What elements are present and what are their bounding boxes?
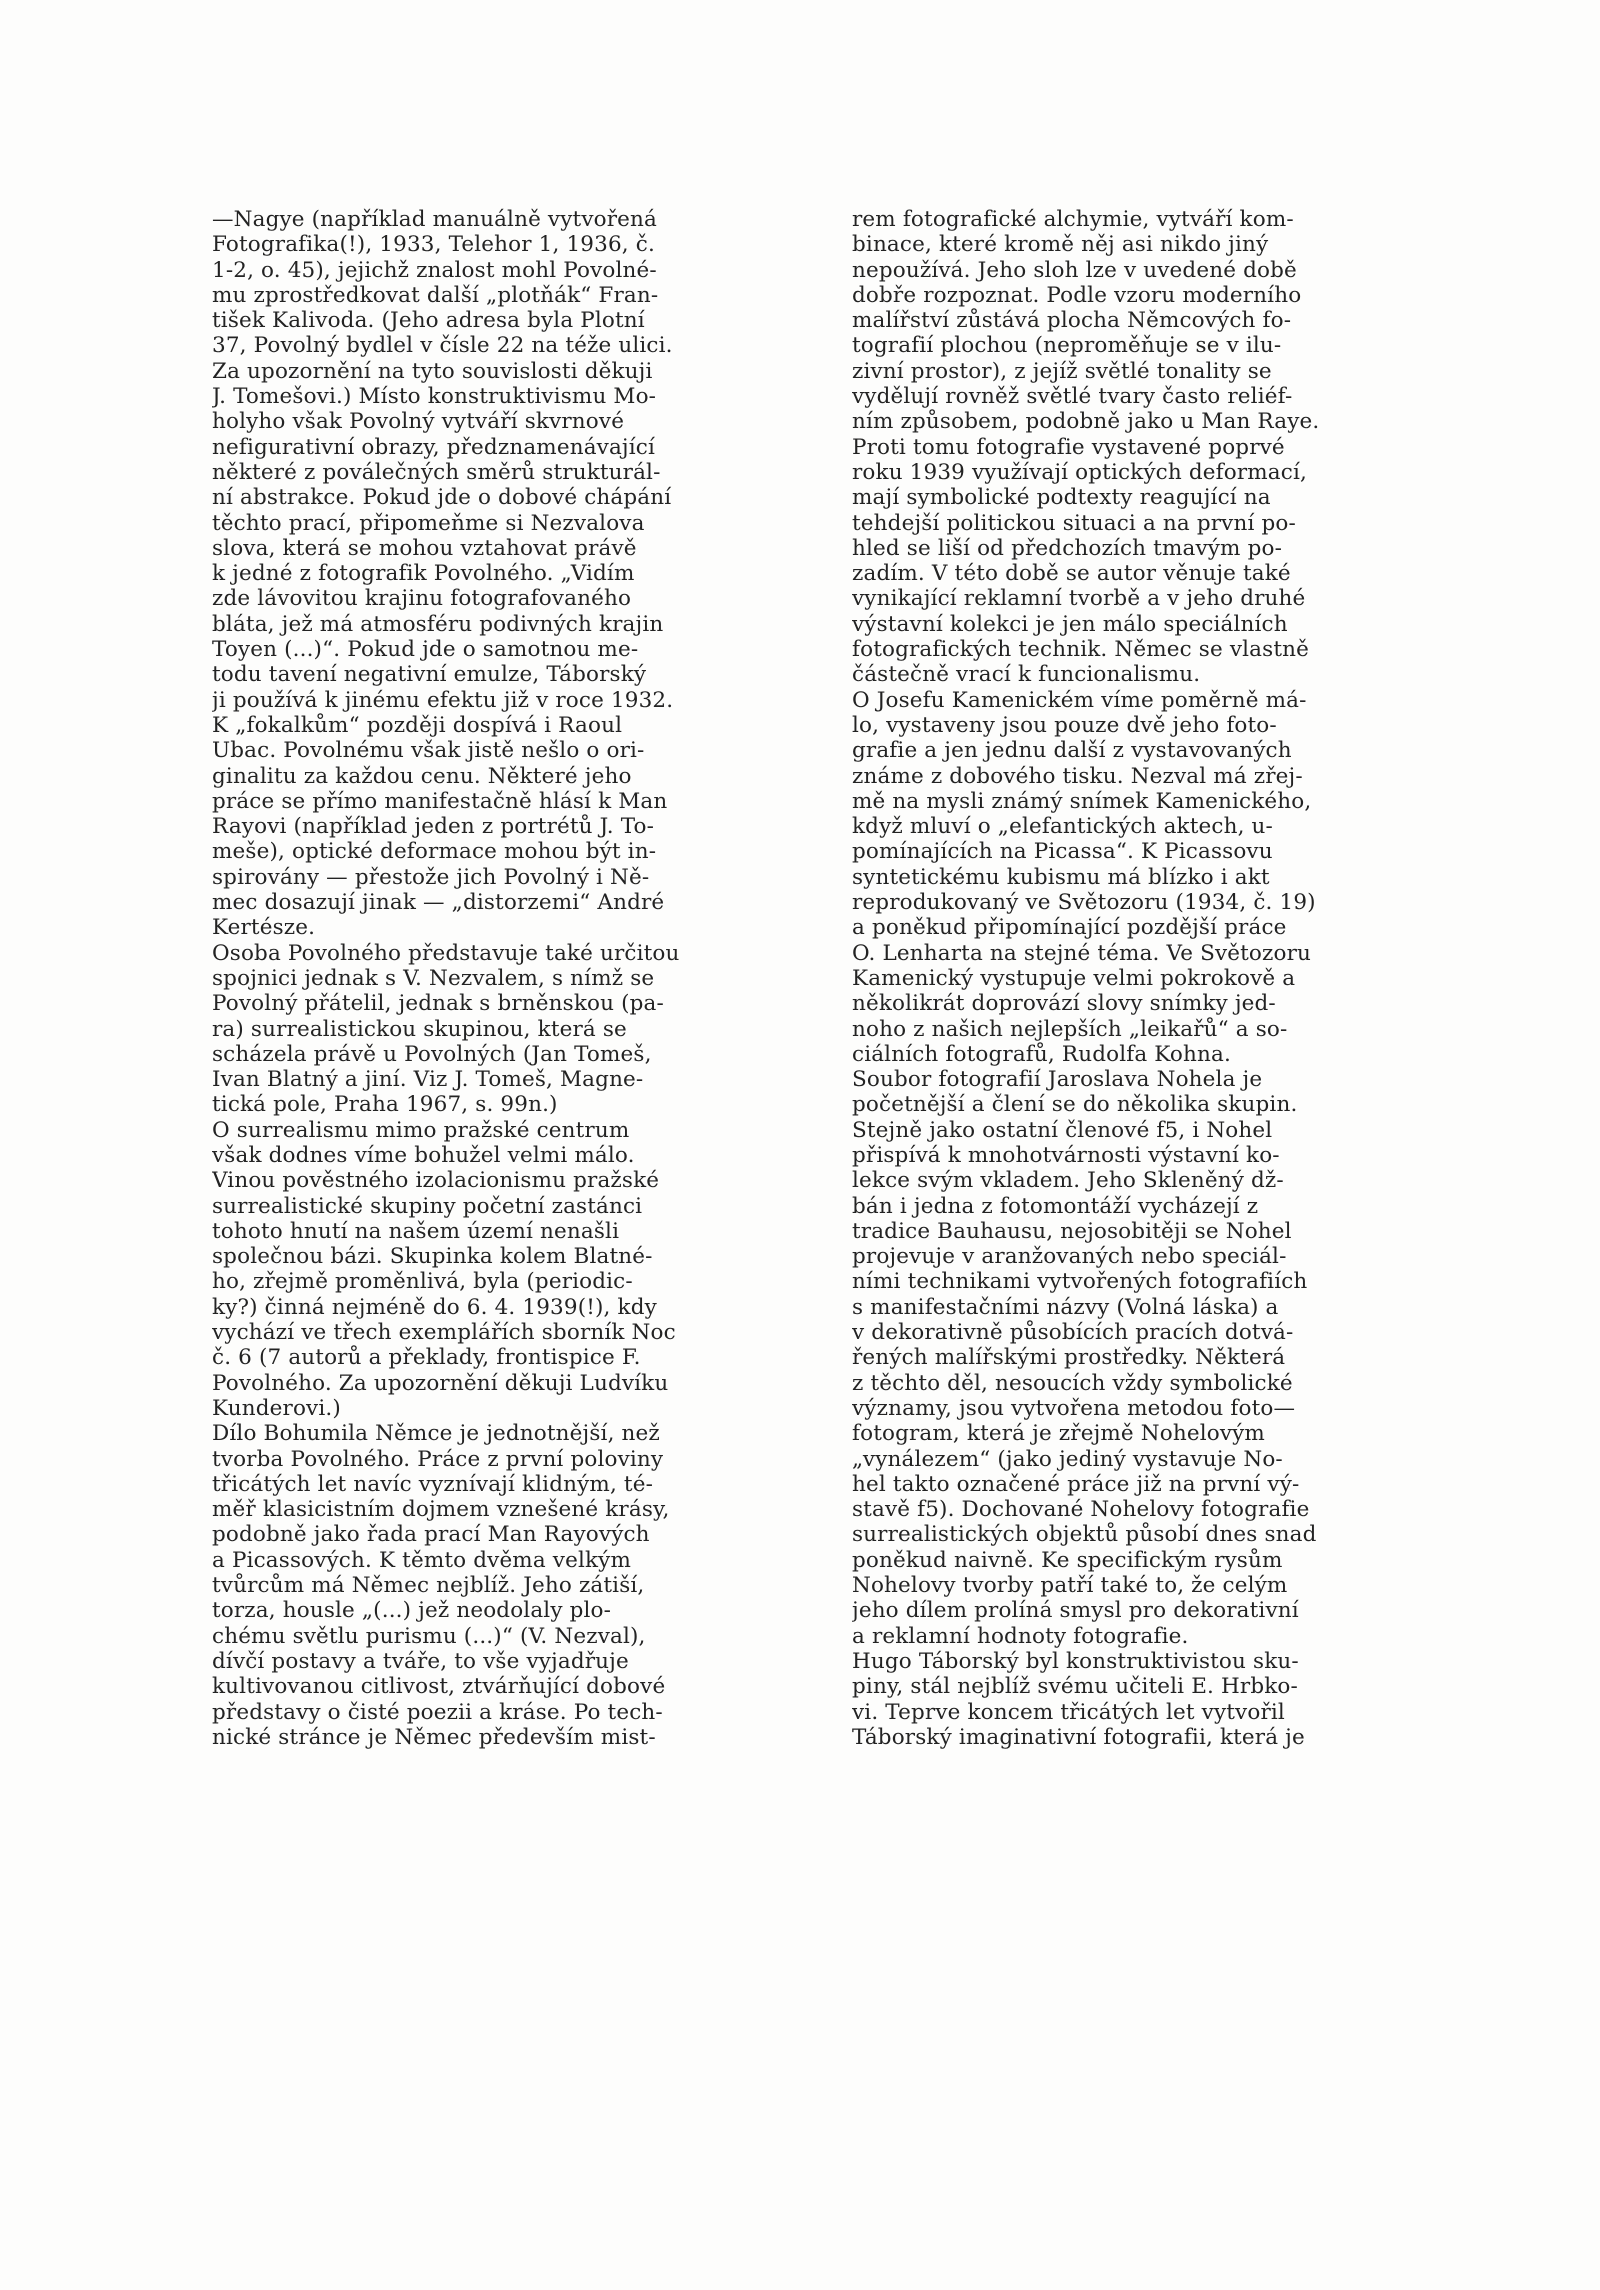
text-line: mu zprostředkovat další „plotňák“ Fran-: [212, 282, 659, 308]
text-line: když mluví o „elefantických aktech, u-: [852, 814, 1273, 840]
text-line: holyho však Povolný vytváří skvrnové: [212, 409, 625, 435]
text-line: Soubor fotografií Jaroslava Nohela je: [852, 1067, 1263, 1093]
text-line: a reklamní hodnoty fotografie.: [852, 1623, 1189, 1649]
text-line: projevuje v aranžovaných nebo speciál-: [852, 1244, 1287, 1270]
text-line: Stejně jako ostatní členové f5, i Nohel: [852, 1117, 1273, 1143]
text-line: vydělují rovněž světlé tvary často reliéf-: [852, 384, 1293, 410]
text-line: Za upozornění na tyto souvislosti děkuji: [212, 358, 653, 384]
text-line: Kertésze.: [212, 915, 316, 941]
text-line: ciálních fotografů, Rudolfa Kohna.: [852, 1041, 1231, 1067]
text-line: ním způsobem, podobně jako u Man Raye.: [852, 409, 1320, 435]
text-line: mec dosazují jinak — „distorzemi“ André: [212, 890, 665, 916]
text-line: „vynálezem“ (jako jediný vystavuje No-: [852, 1446, 1283, 1472]
text-line: přispívá k mnohotvárnosti výstavní ko-: [852, 1142, 1280, 1168]
text-line: tická pole, Praha 1967, s. 99n.): [212, 1092, 558, 1118]
text-line: bán i jedna z fotomontáží vycházejí z: [852, 1193, 1259, 1219]
text-line: O. Lenharta na stejné téma. Ve Světozoru: [852, 940, 1312, 966]
text-line: Povolný přátelil, jednak s brněnskou (pa-: [212, 991, 664, 1017]
text-line: ními technikami vytvořených fotografiích: [852, 1269, 1308, 1295]
text-line: J. Tomešovi.) Místo konstruktivismu Mo-: [212, 384, 657, 410]
text-line: binace, které kromě něj asi nikdo jiný: [852, 232, 1269, 258]
text-line: roku 1939 využívají optických deformací,: [852, 459, 1307, 485]
text-line: ginalitu za každou cenu. Některé jeho: [212, 763, 632, 789]
text-line: stavě f5). Dochované Nohelovy fotografie: [852, 1497, 1310, 1523]
text-line: O Josefu Kamenickém víme poměrně má-: [852, 687, 1307, 713]
text-line: tvůrcům má Němec nejblíž. Jeho zátiší,: [212, 1573, 645, 1599]
text-line: poněkud naivně. Ke specifickým rysům: [852, 1547, 1283, 1573]
text-line: vynikající reklamní tvorbě a v jeho druhé: [852, 586, 1306, 612]
text-line: v dekorativně působících pracích dotvá-: [852, 1320, 1294, 1346]
text-line: chému světlu purismu (...)“ (V. Nezval),: [212, 1623, 646, 1649]
text-line: noho z našich nejlepších „leikařů“ a so-: [852, 1016, 1288, 1042]
text-line: bláta, jež má atmosféru podivných krajin: [212, 611, 664, 637]
text-column-right: [852, 207, 1422, 1750]
text-line: těchto prací, připomeňme si Nezvalova: [212, 510, 645, 536]
text-line: částečně vrací k funcionalismu.: [852, 662, 1201, 688]
text-line: —Nagye (například manuálně vytvořená: [212, 207, 657, 232]
text-line: zde lávovitou krajinu fotografovaného: [212, 586, 632, 612]
text-line: surrealistické skupiny početní zastánci: [212, 1193, 643, 1219]
text-line: mě na mysli známý snímek Kamenického,: [852, 788, 1312, 814]
text-line: fotogram, která je zřejmě Nohelovým: [852, 1421, 1265, 1447]
text-line: malířství zůstává plocha Němcových fo-: [852, 308, 1292, 334]
text-line: podobně jako řada prací Man Rayových: [212, 1522, 650, 1548]
text-line: jeho dílem prolíná smysl pro dekorativní: [852, 1598, 1299, 1624]
text-line: výstavní kolekci je jen málo speciálních: [852, 611, 1288, 637]
text-line: mají symbolické podtexty reagující na: [852, 485, 1271, 511]
text-line: pomínajících na Picassa“. K Picassovu: [852, 839, 1273, 865]
text-line: nefigurativní obrazy, předznamenávající: [212, 434, 655, 460]
text-line: Rayovi (například jeden z portrétů J. To-: [212, 814, 655, 840]
text-line: Nohelovy tvorby patří také to, že celým: [852, 1573, 1288, 1599]
text-column-left: [212, 207, 782, 1750]
text-line: zivní prostor), z jejíž světlé tonality se: [852, 358, 1272, 384]
text-line: lo, vystaveny jsou pouze dvě jeho foto-: [852, 712, 1277, 738]
text-line: z těchto děl, nesoucích vždy symbolické: [852, 1370, 1293, 1396]
text-line: spirovány — přestože jich Povolný i Ně-: [212, 864, 650, 890]
text-line: Proti tomu fotografie vystavené poprvé: [852, 434, 1285, 460]
text-line: fotografických technik. Němec se vlastně: [852, 637, 1309, 663]
text-line: slova, která se mohou vztahovat právě: [212, 535, 637, 561]
text-line: tišek Kalivoda. (Jeho adresa byla Plotní: [212, 308, 645, 334]
text-line: Osoba Povolného představuje také určitou: [212, 940, 680, 966]
text-line: ní abstrakce. Pokud jde o dobové chápání: [212, 485, 672, 511]
text-line: významy, jsou vytvořena metodou foto—: [852, 1395, 1296, 1421]
text-line: Kamenický vystupuje velmi pokrokově a: [852, 965, 1296, 991]
text-line: rem fotografické alchymie, vytváří kom-: [852, 207, 1294, 232]
text-line: představy o čisté poezii a kráse. Po tech-: [212, 1699, 663, 1725]
text-line: syntetickému kubismu má blízko i akt: [852, 864, 1270, 890]
text-line: práce se přímo manifestačně hlásí k Man: [212, 788, 668, 814]
text-line: zadím. V této době se autor věnuje také: [852, 561, 1291, 587]
text-line: ho, zřejmě proměnlivá, byla (periodic-: [212, 1269, 633, 1295]
text-line: O surrealismu mimo pražské centrum: [212, 1117, 630, 1143]
text-line: hel takto označené práce již na první vý-: [852, 1471, 1300, 1497]
text-line: Táborský imaginativní fotografii, která je: [852, 1724, 1305, 1750]
text-line: 37, Povolný bydlel v čísle 22 na téže ulici.: [212, 333, 673, 359]
text-line: k jedné z fotografik Povolného. „Vidím: [212, 561, 635, 587]
text-line: scházela právě u Povolných (Jan Tomeš,: [212, 1041, 652, 1067]
text-line: tohoto hnutí na našem území nenašli: [212, 1218, 620, 1244]
text-line: však dodnes víme bohužel velmi málo.: [212, 1142, 635, 1168]
text-line: Kunderovi.): [212, 1395, 341, 1421]
text-line: kultivovanou citlivost, ztvárňující dobové: [212, 1674, 666, 1700]
text-line: tradice Bauhausu, nejosobitěji se Nohel: [852, 1218, 1292, 1244]
text-line: Ivan Blatný a jiní. Viz J. Tomeš, Magne-: [212, 1067, 644, 1093]
text-line: meše), optické deformace mohou být in-: [212, 839, 657, 865]
text-line: a Picassových. K těmto dvěma velkým: [212, 1547, 632, 1573]
text-line: todu tavení negativní emulze, Táborský: [212, 662, 647, 688]
text-line: nepoužívá. Jeho sloh lze v uvedené době: [852, 257, 1297, 283]
text-line: a poněkud připomínající pozdější práce: [852, 915, 1287, 941]
text-line: grafie a jen jednu další z vystavovaných: [852, 738, 1292, 764]
text-line: některé z poválečných směrů strukturál-: [212, 459, 661, 485]
text-line: lekce svým vkladem. Jeho Skleněný dž-: [852, 1168, 1284, 1194]
text-line: známe z dobového tisku. Nezval má zřej-: [852, 763, 1303, 789]
text-line: Dílo Bohumila Němce je jednotnější, než: [212, 1421, 660, 1447]
text-line: hled se liší od předchozích tmavým po-: [852, 535, 1282, 561]
text-line: tvorba Povolného. Práce z první poloviny: [212, 1446, 664, 1472]
text-line: vychází ve třech exemplářích sborník Noc: [212, 1320, 676, 1346]
text-line: nické stránce je Němec především mist-: [212, 1724, 656, 1750]
text-line: řených malířskými prostředky. Některá: [852, 1345, 1286, 1371]
text-line: piny, stál nejblíž svému učiteli E. Hrbko-: [852, 1674, 1298, 1700]
text-line: třicátých let navíc vyznívají klidným, té-: [212, 1471, 654, 1497]
text-line: s manifestačními názvy (Volná láska) a: [852, 1294, 1279, 1320]
text-line: spojnici jednak s V. Nezvalem, s nímž se: [212, 965, 655, 991]
text-line: reprodukovaný ve Světozoru (1934, č. 19): [852, 890, 1316, 916]
text-line: Vinou pověstného izolacionismu pražské: [212, 1168, 660, 1194]
text-line: Toyen (...)“. Pokud jde o samotnou me-: [212, 637, 639, 663]
text-line: surrealistických objektů působí dnes snad: [852, 1522, 1317, 1548]
text-line: K „fokalkům“ později dospívá i Raoul: [212, 712, 623, 738]
text-line: měř klasicistním dojmem vznešené krásy,: [212, 1497, 670, 1523]
text-line: 1-2, o. 45), jejichž znalost mohl Povolné-: [212, 257, 657, 283]
text-line: dívčí postavy a tváře, to vše vyjadřuje: [212, 1648, 629, 1674]
text-line: společnou bázi. Skupinka kolem Blatné-: [212, 1244, 653, 1270]
text-line: Fotografika(!), 1933, Telehor 1, 1936, č.: [212, 232, 655, 258]
text-line: dobře rozpoznat. Podle vzoru moderního: [852, 282, 1302, 308]
text-line: tografií plochou (neproměňuje se v ilu-: [852, 333, 1282, 359]
text-line: vi. Teprve koncem třicátých let vytvořil: [852, 1699, 1285, 1725]
text-line: ra) surrealistickou skupinou, která se: [212, 1016, 627, 1042]
text-line: ji používá k jinému efektu již v roce 1932.: [212, 687, 674, 713]
text-line: č. 6 (7 autorů a překlady, frontispice F.: [212, 1345, 641, 1371]
text-line: několikrát doprovází slovy snímky jed-: [852, 991, 1276, 1017]
text-line: Povolného. Za upozornění děkuji Ludvíku: [212, 1370, 669, 1396]
text-line: Hugo Táborský byl konstruktivistou sku-: [852, 1648, 1299, 1674]
text-line: torza, housle „(...) jež neodolaly plo-: [212, 1598, 612, 1624]
text-line: tehdejší politickou situaci a na první po-: [852, 510, 1296, 536]
text-line: Ubac. Povolnému však jistě nešlo o ori-: [212, 738, 645, 764]
text-line: ky?) činná nejméně do 6. 4. 1939(!), kdy: [212, 1294, 657, 1320]
text-line: početnější a člení se do několika skupin.: [852, 1092, 1298, 1118]
